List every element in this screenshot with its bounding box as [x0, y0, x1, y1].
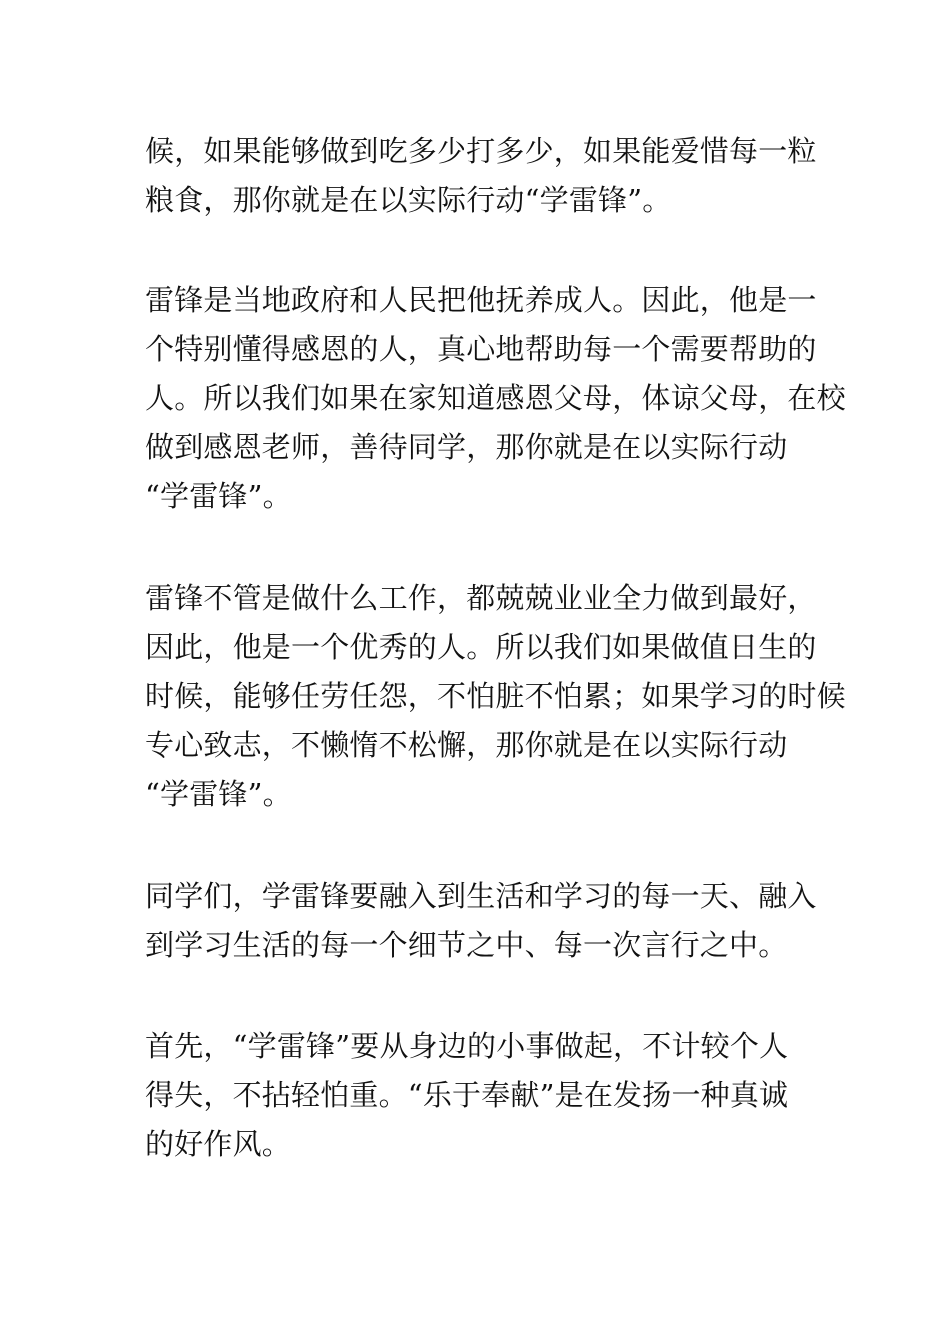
paragraph-2 — [145, 276, 846, 521]
paragraph-1 — [145, 127, 825, 225]
paragraph-line: 的好作风。 — [145, 1127, 292, 1161]
paragraph-line: “学雷锋”。 — [145, 777, 292, 811]
paragraph-3 — [145, 574, 846, 819]
paragraph-line: 人。所以我们如果在家知道感恩父母，体谅父母，在校 — [145, 381, 846, 415]
paragraph-4 — [145, 872, 825, 970]
paragraph-line: 专心致志，不懒惰不松懈，那你就是在以实际行动 — [145, 728, 788, 762]
paragraph-line: 时候，能够任劳任怨，不怕脏不怕累；如果学习的时候 — [145, 679, 846, 713]
paragraph-line: 首先，“学雷锋”要从身边的小事做起，不计较个人 — [145, 1029, 789, 1063]
paragraph-line: 雷锋不管是做什么工作，都兢兢业业全力做到最好， — [145, 581, 817, 615]
paragraph-line: 个特别懂得感恩的人，真心地帮助每一个需要帮助的 — [145, 332, 817, 366]
paragraph-line: “学雷锋”。 — [145, 479, 292, 513]
paragraph-line: 得失，不拈轻怕重。“乐于奉献”是在发扬一种真诚 — [145, 1078, 789, 1112]
paragraph-5 — [145, 1022, 825, 1169]
paragraph-line: 因此，他是一个优秀的人。所以我们如果做值日生的 — [145, 630, 817, 664]
paragraph-line: 到学习生活的每一个细节之中、每一次言行之中。 — [145, 928, 788, 962]
paragraph-line: 候，如果能够做到吃多少打多少，如果能爱惜每一粒 — [145, 134, 817, 168]
paragraph-line: 雷锋是当地政府和人民把他抚养成人。因此，他是一 — [145, 283, 817, 317]
paragraph-line: 粮食，那你就是在以实际行动“学雷锋”。 — [145, 183, 672, 217]
paragraph-line: 做到感恩老师，善待同学，那你就是在以实际行动 — [145, 430, 788, 464]
paragraph-line: 同学们，学雷锋要融入到生活和学习的每一天、融入 — [145, 879, 817, 913]
